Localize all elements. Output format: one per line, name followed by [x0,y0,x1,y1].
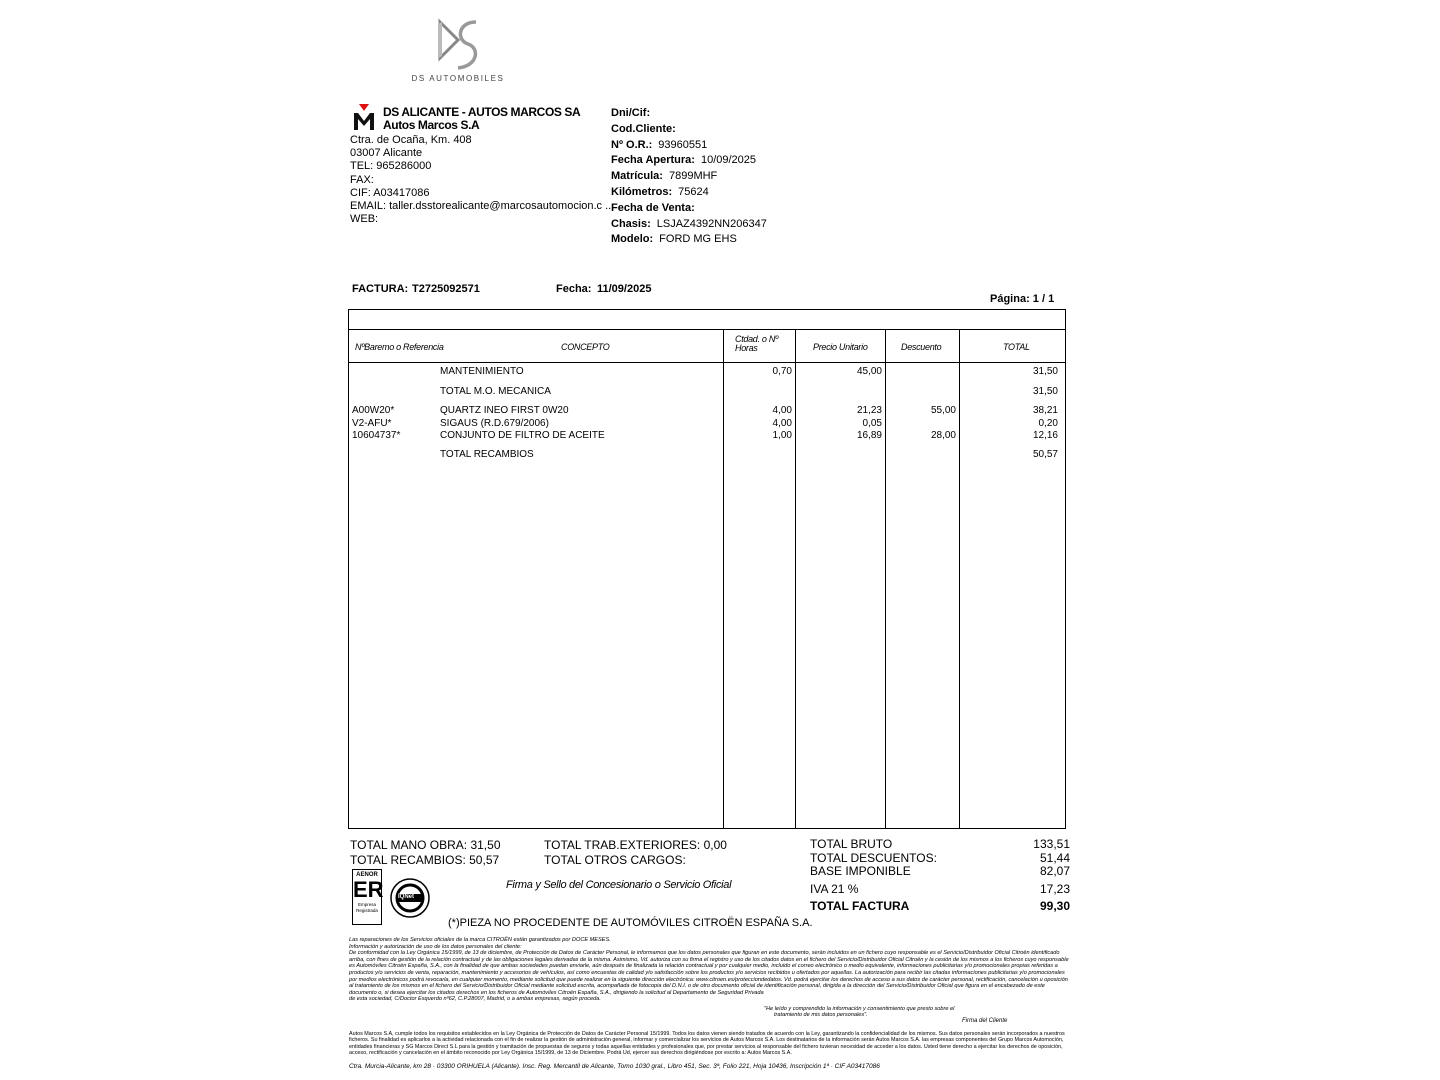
dealer-subname: Autos Marcos S.A [383,118,480,132]
cell-ref: A00W20* [352,405,395,416]
vehicle-row [611,122,767,138]
consent-line2: tratamiento de mis datos personales". [774,1012,868,1019]
dealer-email: EMAIL: taller.dsstorealicante@marcosautomocion.c .. [350,200,612,213]
er-mark: ER [353,877,384,902]
vehicle-label: Matrícula: [611,170,663,183]
legal-autos-marcos: Autos Marcos S.A, cumple todos los requisitos establecidos en la Ley Orgánica de Protección de Datos de Carácter Personal 15/1999. Todos los datos vienen siendo tratados de acuerdo con la Ley, garantizando la confidencialidad de los mismos. Sus datos personales serán incorporados a nuestros ficheros. Su finalidad es aplicarlos a la actividad relacionada con el fin de realizar la gestión de administración general, informar y comercializar los servicios de Autos Marcos S.A. Los destinatarios de la información serán Autos Marcos S.A. las empresas componentes del Grupo Marcos Automoción, entidades financieras y SG Marcos Direct S.L para la gestión y tramitación de propuestas de seguros y todas aquellas entidades y profesionales que, por prestar servicios al responsable del fichero tuvieran necesidad de acceder a los datos. Usted tiene derecho a ejercitar los derechos de oposición, acceso, rectificación y cancelación en el ámbito reconocido por Ley Orgánica 15/1999, de 13 de Diciembre. Podrá Ud, ejercer sus derechos dirigiéndose por escrito a: Autos Marcos S.A. [349,1031,1065,1057]
totals-row [810,852,1070,866]
pagina-value: 1 / 1 [1032,293,1055,305]
header-total: TOTAL [1003,342,1030,352]
table-rule [349,362,1065,363]
table-row [350,449,1064,462]
table-row [350,386,1064,399]
consent-line1: "He leído y comprendido la información y consentimiento que presto sobre el [764,1006,955,1012]
total-otros-cargos: TOTAL OTROS CARGOS: [544,852,686,867]
vehicle-row [611,185,767,201]
cell-concepto: MANTENIMIENTO [440,366,524,377]
cell-desc: 55,00 [930,405,956,416]
aenor-caption: Empresa Registrada [356,902,378,913]
vehicle-row [611,217,767,233]
cell-qty: 1,00 [772,430,792,441]
cell-concepto: SIGAUS (R.D.679/2006) [440,418,549,429]
cell-concepto: CONJUNTO DE FILTRO DE ACEITE [440,430,605,441]
totals-label: TOTAL DESCUENTOS: [810,850,937,865]
cell-qty: 4,00 [772,405,792,416]
table-rule [349,329,1065,330]
header-pu: Precio Unitario [813,342,868,352]
pagina-label: Página: [990,293,1030,305]
firma-sello: Firma y Sello del Concesionario o Servicio Oficial [506,879,732,891]
totals-value: 17,23 [1039,881,1070,896]
dealer-name: DS ALICANTE - AUTOS MARCOS SA [383,105,581,119]
header-ref: NºBaremo o Referencia [355,342,444,352]
header-qty-line2: Horas [735,343,758,353]
vehicle-row [611,201,767,217]
vehicle-value: LSJAZ4392NN206347 [656,217,767,230]
cell-total: 50,57 [1032,449,1058,460]
dealer-contact [350,134,611,226]
totals-label: TOTAL BRUTO [810,837,893,851]
total-mano-obra: TOTAL MANO OBRA: 31,50 [350,838,501,852]
table-row [350,430,1064,443]
total-factura-value: 99,30 [1039,899,1070,913]
vehicle-row [611,169,767,185]
vehicle-label: Chasis: [611,217,651,230]
header-concepto: CONCEPTO [561,342,610,352]
firma-cliente: Firma del Cliente [962,1018,1008,1024]
table-row [350,366,1064,379]
header-qty [735,335,778,353]
legal-address: de esta sociedad, C/Doctor Esquerdo nº62, C.P.28007, Madrid, o a ambas empresas, según proceda. [349,996,601,1003]
cell-ref: 10604737* [352,430,401,441]
totals-label: BASE IMPONIBLE [810,864,911,878]
vehicle-info [611,106,767,248]
vehicle-row [611,232,767,248]
totals-value: 82,07 [1039,864,1070,878]
page-indicator [990,293,1054,305]
vehicle-label: Nº O.R.: [611,138,653,151]
cell-qty: 0,70 [772,366,792,377]
total-factura-row [810,900,1070,914]
cell-qty: 4,00 [772,418,792,429]
ds-logo-icon [428,18,488,72]
legal-text [349,937,1071,1003]
totals-row [810,865,1070,879]
vehicle-label: Modelo: [611,233,654,246]
brand-name: DS AUTOMOBILES [411,74,505,83]
cell-total: 38,21 [1032,405,1058,416]
consent-text [764,1006,954,1019]
legal-lopd: De conformidad con la Ley Orgánica 15/1999, de 13 de diciembre, de Protección de Datos de Carácter Personal, le informamos que los datos personales que figuran en este documento, serán incluidos en un fichero cuyo responsable es el Servicio/Distribuidor Oficial Citroën identificado arriba, con fines de gestión de la relación contractual y de las obligaciones legales derivadas de la misma. Asimismo, Vd. autoriza con su firma el registro y uso de los citados datos en el fichero del Servicio/Distribuidor Oficial Citroën y la cesión de los mismos a los ficheros cuyo responsable es Automóviles Citroën España, S.A., con la finalidad de que ambas sociedades puedan enviarle, aún después de finalizada la relación contractual y por cualquier medio, incluido el correo electrónico o medio equivalente, informaciones publicitarias y/o promocionales propias referidas a productos y/o servicios de venta, reparación, mantenimiento y accesorios de vehículos, así como encuestas de calidad y/o satisfacción sobre los productos y/o servicios recibidos u ofertados por aquellas. La autorización para recibir las citadas informaciones publicitarias y/o promocionales por medios electrónicos podrá revocarla, en cualquier momento, mediante solicitud que puede realizar en la siguiente dirección electrónica: www.citroen.es/protecciondedatos. Vd. podrá ejercitar los derechos de acceso a sus datos de carácter personal, rectificación, cancelación u oposición al tratamiento de los mismos en el fichero del Servicio/Distribuidor Oficial mediante solicitud escrita, acompañada de fotocopia del D.N.I. o de otro documento oficial de identificación personal, dirigida a la dirección del Servicio/Distribuidor Oficial que figura en el encabezado de este documento o, si desea ejercitar los citados derechos en los ficheros de Automóviles Citroën España, S.A., dirigiendo la solicitud al Departamento de Seguridad Privada [349,950,1069,996]
cell-total: 31,50 [1032,386,1058,397]
vehicle-label: Cod.Cliente: [611,122,676,135]
factura-label: FACTURA: [352,283,409,295]
legal-guarantee: Las reparaciones de los Servicios oficiales de la marca CITROËN están garantizados por DOCE MESES. [349,937,611,943]
dealer-address: Ctra. de Ocaña, Km. 408 [350,134,472,146]
totals-left-a [350,838,501,867]
fecha-value: 11/09/2025 [597,283,652,295]
totals-row [810,883,1070,897]
vehicle-value: 7899MHF [668,170,718,183]
factura-number: T2725092571 [412,283,480,295]
vehicle-row [611,153,767,169]
pieza-note: (*)PIEZA NO PROCEDENTE DE AUTOMÓVILES CITROËN ESPAÑA S.A. [448,917,813,929]
cell-total: 12,16 [1032,430,1058,441]
cell-concepto: TOTAL M.O. MECANICA [440,386,551,397]
total-recambios: TOTAL RECAMBIOS: 50,57 [350,852,500,867]
cell-pu: 16,89 [856,430,882,441]
vehicle-label: Fecha Apertura: [611,154,695,167]
vehicle-row [611,106,767,122]
cell-concepto: TOTAL RECAMBIOS [440,449,534,460]
vehicle-value: FORD MG EHS [659,233,737,246]
vehicle-value: 75624 [678,185,709,198]
vehicle-value: 93960551 [658,138,708,151]
header-qty-line1: Ctdad. o Nº [735,334,779,344]
vehicle-label: Kilómetros: [611,185,673,198]
dealer-city: 03007 Alicante [350,147,423,160]
aenor-label: AENOR [356,872,378,878]
dealer-name-block [383,106,580,132]
dealer-web: WEB: [350,213,379,226]
fecha-label: Fecha: [556,283,592,295]
vehicle-value: 10/09/2025 [700,154,757,167]
total-factura-label: TOTAL FACTURA [810,899,910,913]
dealer-tel: TEL: 965286000 [350,160,432,173]
cell-desc: 28,00 [930,430,956,441]
cell-total: 0,20 [1038,418,1058,429]
cell-concepto: QUARTZ INEO FIRST 0W20 [440,405,569,416]
totals-value: 133,51 [1033,837,1070,851]
cell-pu: 21,23 [856,405,882,416]
cell-pu: 0,05 [862,418,882,429]
vehicle-label: Fecha de Venta: [611,201,695,214]
totals-row [810,838,1070,852]
dealer-fax: FAX: [350,173,374,186]
autos-marcos-m-logo-icon [352,104,376,130]
totals-value: 51,44 [1039,850,1070,865]
iqnet-label: IQNet [398,894,415,900]
cell-total: 31,50 [1032,366,1058,377]
vehicle-label: Dni/Cif: [611,107,651,119]
total-trab-exteriores: TOTAL TRAB.EXTERIORES: 0,00 [544,838,727,852]
vehicle-row [611,138,767,154]
table-row [350,405,1064,418]
totals-label: IVA 21 % [810,881,859,896]
totals-left-b [544,838,727,867]
cell-ref: V2-AFU* [352,418,392,429]
cell-pu: 45,00 [856,366,882,377]
totals-right [810,838,1070,914]
dealer-cif: CIF: A03417086 [350,186,430,199]
aenor-er-seal-icon [352,869,382,925]
footer-registry: Ctra. Murcia-Alicante, km 28 · 03300 ORIHUELA (Alicante). Insc. Reg. Mercantil de Alicante, Tomo 1030 gral., Libro 451, Sec. 3ª, Folio 221, Hoja 10436, Inscripción 1ª · CIF A03417086 [349,1063,880,1070]
header-descuento: Descuento [901,342,942,352]
legal-title: Información y autorización de uso de los datos personales del cliente: [349,943,522,950]
